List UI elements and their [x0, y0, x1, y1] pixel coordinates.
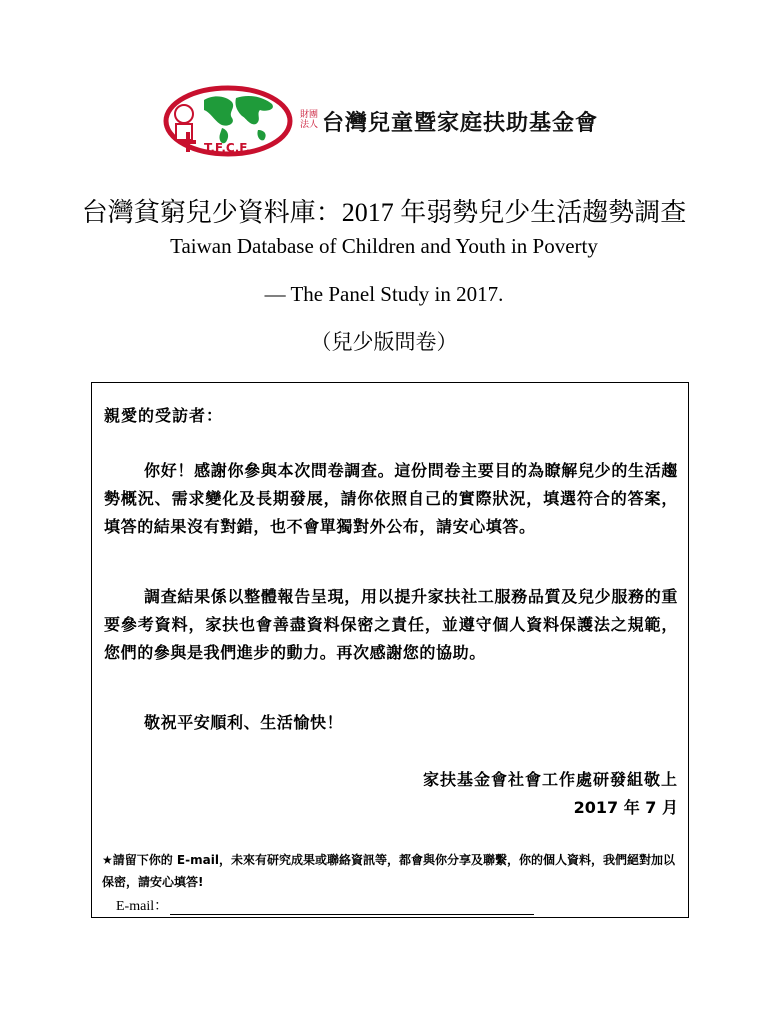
letter-greeting: 親愛的受訪者： — [104, 406, 224, 425]
world-map-emblem-icon — [162, 84, 294, 158]
org-name: 台灣兒童暨家庭扶助基金會 — [322, 111, 599, 136]
letter-signature: 家扶基金會社會工作處研發組敬上 — [422, 770, 678, 789]
email-field[interactable] — [170, 900, 534, 915]
org-type-label: 財團法人 — [300, 110, 319, 130]
letter-box — [91, 382, 689, 918]
letter-paragraph-2: 調查結果係以整體報告呈現，用以提升家扶社工服務品質及兒少服務的重要參考資料，家扶也會善盡資料保密之責任，並遵守個人資料保護法之規範，您們的參與是我們進步的動力。再次感謝您的協助。 — [104, 587, 678, 662]
email-row — [116, 895, 534, 915]
letter-paragraph-3: 敬祝平安順利、生活愉快！ — [144, 713, 344, 732]
emblem-text: T.F.C.F. — [204, 141, 251, 155]
letter-paragraph-1: 你好！感謝你參與本次問卷調查。這份問卷主要目的為瞭解兒少的生活趨勢概況、需求變化及長期發展，請你依照自己的實際狀況，填選符合的答案，填答的結果沒有對錯，也不會單獨對外公布，請安心填答。 — [104, 461, 678, 536]
questionnaire-version: （兒少版問卷） — [310, 330, 458, 354]
foundation-logo — [158, 84, 628, 160]
email-label: E-mail： — [116, 899, 169, 914]
letter-date: 2017 年 7 月 — [573, 798, 678, 817]
email-note: ★請留下你的 E-mail，未來有研究成果或聯絡資訊等，都會與你分享及聯繫，你的個人資料，我們絕對加以保密，請安心填答! — [102, 853, 675, 889]
page-title-en: Taiwan Database of Children and Youth in Poverty — [170, 234, 598, 258]
page-title: 台灣貧窮兒少資料庫：2017 年弱勢兒少生活趨勢調查 — [81, 198, 687, 227]
page-subtitle-en: — The Panel Study in 2017. — [264, 282, 504, 306]
